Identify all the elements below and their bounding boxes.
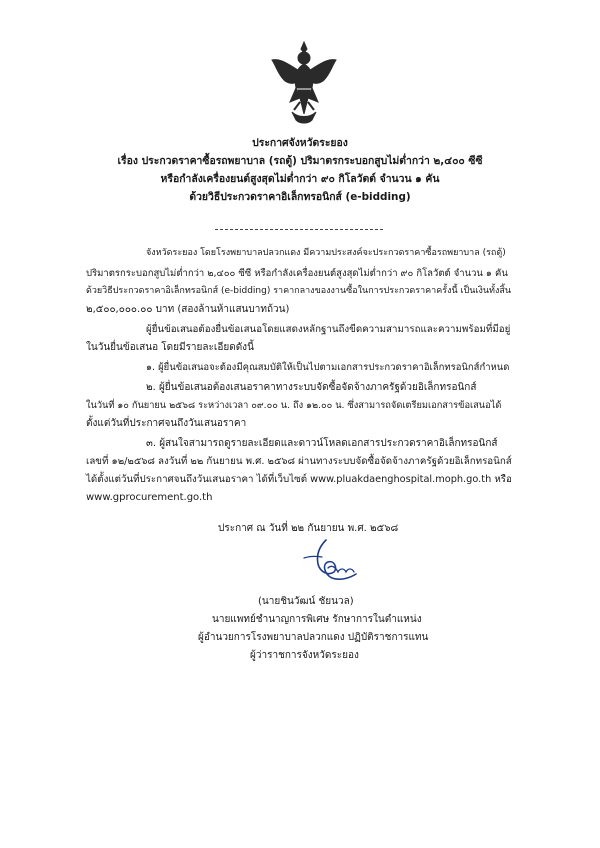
signer-position-3: ผู้ว่าราชการจังหวัดระยอง	[250, 650, 359, 661]
subject-line-2: หรือกำลังเครื่องยนต์สูงสุดไม่ต่ำกว่า ๙๐ กิโลวัตต์ จำนวน ๑ คัน	[160, 173, 440, 185]
item3-line3: ได้ตั้งแต่วันที่ประกาศจนถึงวันเสนอราคา ได้ที่เว็บไซต์ www.pluakdaenghospital.moph.go.th หรือ	[86, 474, 512, 485]
signer-name: (นายชินวัฒน์ ชัยนวล)	[258, 596, 354, 607]
divider	[215, 229, 383, 230]
handwritten-signature	[298, 538, 360, 588]
item3-line1: ๓. ผู้สนใจสามารถดูรายละเอียดและดาวน์โหลดเอกสารประกวดราคาอิเล็กทรอนิกส์	[146, 438, 498, 449]
item3-line4: www.gprocurement.go.th	[86, 492, 213, 503]
para1-line3: ด้วยวิธีประกวดราคาอิเล็กทรอนิกส์ (e-bidding) ราคากลางของงานซื้อในการประกวดราคาครั้งนี้ เป็นเงินทั้งสิ้น	[86, 286, 512, 296]
item2-line3: ตั้งแต่วันที่ประกาศจนถึงวันเสนอราคา	[86, 418, 247, 429]
signer-position-2: ผู้อำนวยการโรงพยาบาลปลวกแดง ปฏิบัติราชการแทน	[198, 632, 429, 643]
item2-line2: ในวันที่ ๑๐ กันยายน ๒๕๖๘ ระหว่างเวลา ๐๙.๐๐ น. ถึง ๑๒.๐๐ น. ซึ่งสามารถจัดเตรียมเอกสารข้อเสนอได้	[86, 400, 502, 411]
para1-line1: จังหวัดระยอง โดยโรงพยาบาลปลวกแดง มีความประสงค์จะประกวดราคาซื้อรถพยาบาล (รถตู้)	[146, 248, 506, 258]
signer-position-1: นายแพทย์ชำนาญการพิเศษ รักษาการในตำแหน่ง	[212, 614, 422, 625]
item3-line2: เลขที่ ๑๒/๒๕๖๘ ลงวันที่ ๒๒ กันยายน พ.ศ. ๒๕๖๘ ผ่านทางระบบจัดซื้อจัดจ้างภาครัฐด้วยอิเล็กทรอนิกส์	[86, 456, 512, 467]
announcement-title: ประกาศจังหวัดระยอง	[252, 137, 348, 149]
garuda-emblem-icon	[270, 40, 338, 128]
item1: ๑. ผู้ยื่นข้อเสนอจะต้องมีคุณสมบัติให้เป็นไปตามเอกสารประกวดราคาอิเล็กทรอนิกส์กำหนด	[146, 362, 510, 373]
para1-line2: ปริมาตรกระบอกสูบไม่ต่ำกว่า ๒,๔๐๐ ซีซี หรือกำลังเครื่องยนต์สูงสุดไม่ต่ำกว่า ๙๐ กิโลวัตต์ จำนวน ๑ คัน	[86, 268, 508, 279]
announcement-date: ประกาศ ณ วันที่ ๒๒ กันยายน พ.ศ. ๒๕๖๘	[218, 523, 399, 534]
para1-line4: ๒,๕๐๐,๐๐๐.๐๐ บาท (สองล้านห้าแสนบาทถ้วน)	[86, 304, 290, 315]
subject-line-1: เรื่อง ประกวดราคาซื้อรถพยาบาล (รถตู้) ปริมาตรกระบอกสูบไม่ต่ำกว่า ๒,๔๐๐ ซีซี	[117, 155, 483, 167]
para2-line2: ในวันยื่นข้อเสนอ โดยมีรายละเอียดดังนี้	[86, 342, 254, 353]
para2-line1: ผู้ยื่นข้อเสนอต้องยื่นข้อเสนอโดยแสดงหลักฐานถึงขีดความสามารถและความพร้อมที่มีอยู่	[146, 324, 511, 335]
item2-line1: ๒. ผู้ยื่นข้อเสนอต้องเสนอราคาทางระบบจัดซื้อจัดจ้างภาครัฐด้วยอิเล็กทรอนิกส์	[146, 382, 477, 393]
subject-line-3: ด้วยวิธีประกวดราคาอิเล็กทรอนิกส์ (e-bidding)	[189, 191, 411, 203]
